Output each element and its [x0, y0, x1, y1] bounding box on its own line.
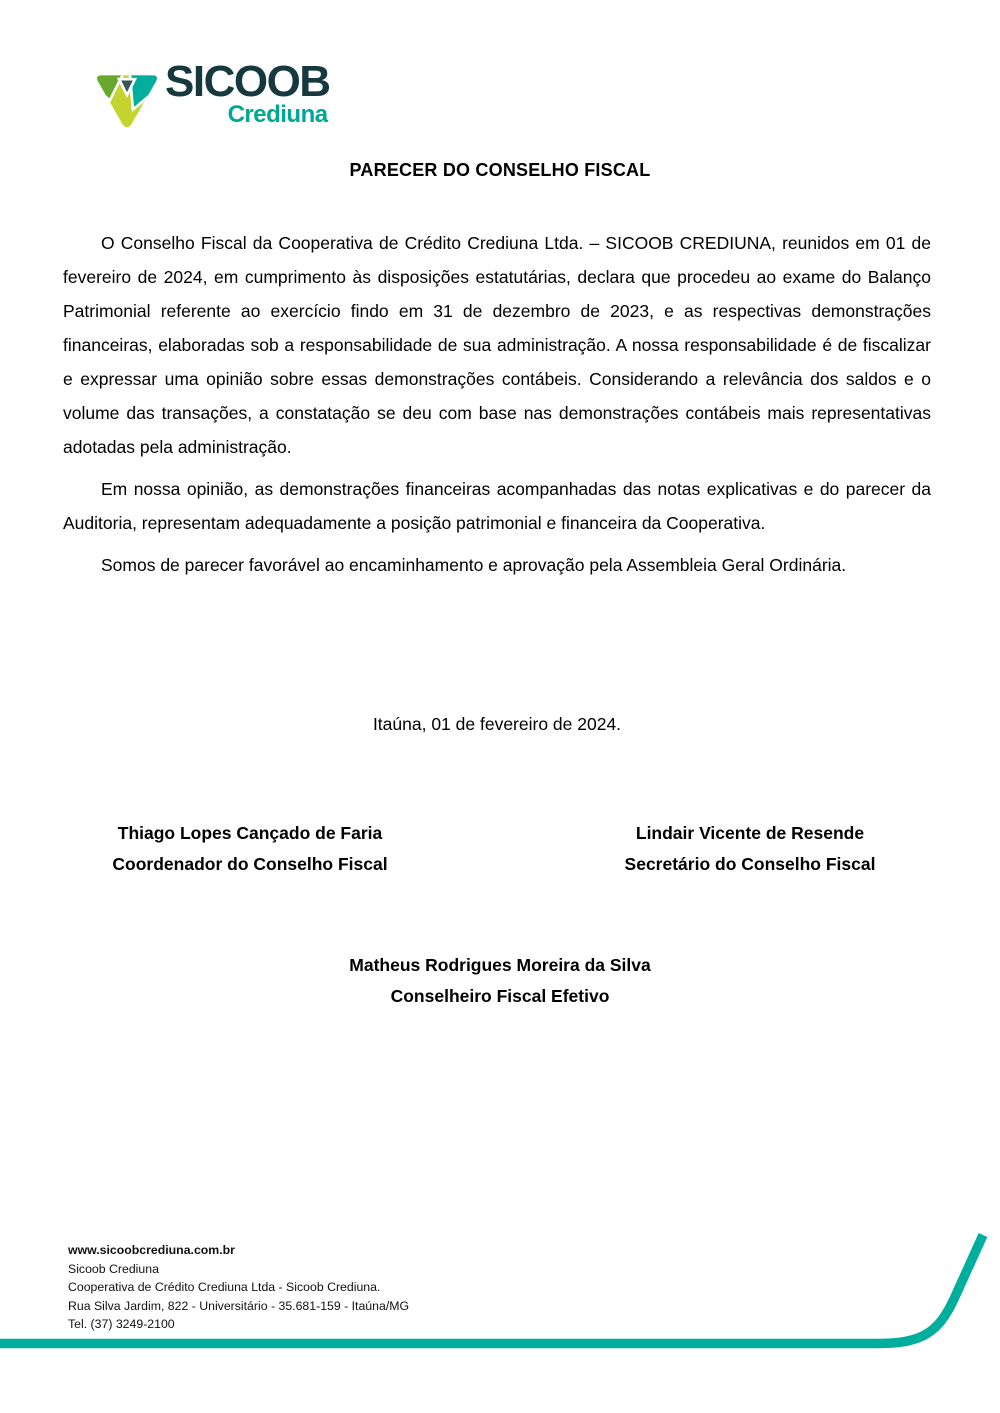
- signature-name: Matheus Rodrigues Moreira da Silva: [349, 955, 651, 975]
- paragraph-3: Somos de parecer favorável ao encaminhamento e aprovação pela Assembleia Geral Ordinária.: [101, 555, 847, 575]
- logo-subbrand-text: Crediuna: [227, 101, 328, 128]
- footer-line: Tel. (37) 3249-2100: [68, 1317, 175, 1331]
- signature-role: Coordenador do Conselho Fiscal: [112, 854, 388, 874]
- footer-line: Cooperativa de Crédito Crediuna Ltda - Sicoob Crediuna.: [68, 1280, 381, 1294]
- sicoob-triangle-icon: [94, 62, 160, 136]
- paragraph-1: O Conselho Fiscal da Cooperativa de Crédito Crediuna Ltda. – SICOOB CREDIUNA, reunidos em 01 de fevereiro de 2024, em cumprimento às disposições estatutárias, declara que procedeu ao exame do Balanço Patrimonial referente ao exercício findo em 31 de dezembro de 2023, e as respectivas demonstrações financeiras, elaboradas sob a responsabilidade de sua administração. A nossa responsabilidade é de fiscalizar e expressar uma opinião sobre essas demonstrações contábeis. Considerando a relevância dos saldos e o volume das transações, a constatação se deu com base nas demonstrações contábeis mais representativas adotadas pela administração.: [63, 233, 931, 457]
- paragraph-2: Em nossa opinião, as demonstrações financeiras acompanhadas das notas explicativas e do parecer da Auditoria, representam adequadamente a posição patrimonial e financeira da Cooperativa.: [63, 479, 931, 533]
- signature-role: Secretário do Conselho Fiscal: [624, 854, 876, 874]
- logo-wordmark: [165, 57, 330, 128]
- logo-brand-text: SICOOB: [165, 57, 330, 106]
- sicoob-logo: [94, 57, 330, 136]
- document-body: [63, 226, 931, 590]
- footer-line: Sicoob Crediuna: [68, 1261, 159, 1276]
- signature-name: Lindair Vicente de Resende: [635, 823, 865, 843]
- signature-secretary: [500, 818, 1000, 880]
- signature-coordinator: [0, 818, 500, 880]
- signature-row: [0, 818, 1000, 880]
- bottom-swoosh-decoration: [0, 1222, 1000, 1362]
- signature-name: Thiago Lopes Cançado de Faria: [117, 823, 383, 843]
- signature-role: Conselheiro Fiscal Efetivo: [390, 986, 610, 1006]
- footer-website: www.sicoobcrediuna.com.br: [68, 1243, 235, 1257]
- page-title: PARECER DO CONSELHO FISCAL: [349, 160, 651, 180]
- footer-line: Rua Silva Jardim, 822 - Universitário - 35.681-159 - Itaúna/MG: [68, 1298, 410, 1313]
- signature-effective-member: [0, 950, 1000, 1012]
- dateline: Itaúna, 01 de fevereiro de 2024.: [372, 714, 622, 734]
